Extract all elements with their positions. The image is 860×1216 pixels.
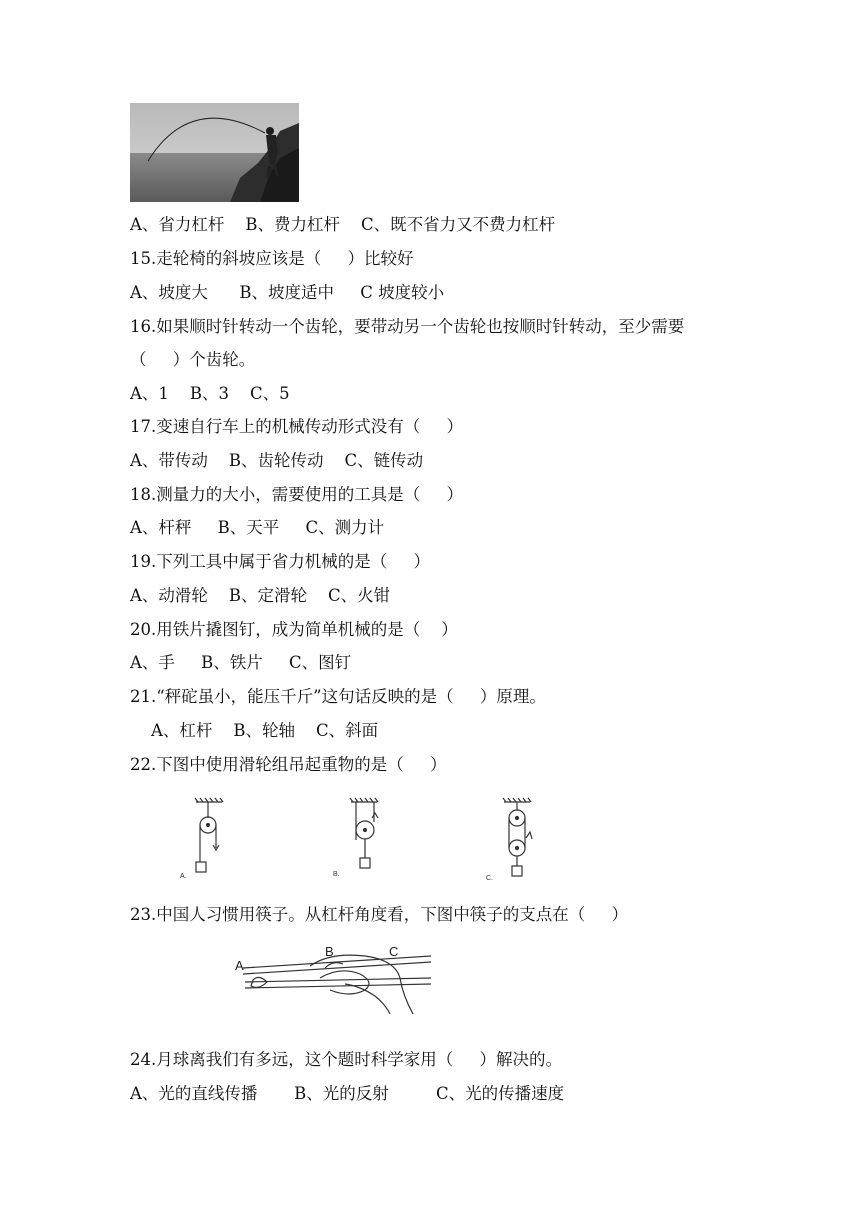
q18-question: 18.测量力的大小，需要使用的工具是（ ） bbox=[130, 485, 463, 504]
q23-question: 23.中国人习惯用筷子。从杠杆角度看，下图中筷子的支点在（ ） bbox=[130, 905, 628, 924]
q22-question: 22.下图中使用滑轮组吊起重物的是（ ） bbox=[130, 755, 447, 774]
q24-question: 24.月球离我们有多远，这个题时科学家用（ ）解决的。 bbox=[130, 1050, 562, 1069]
q18-options: A、杆秤 B、天平 C、测力计 bbox=[130, 518, 385, 537]
q15-question: 15.走轮椅的斜坡应该是（ ）比较好 bbox=[130, 249, 414, 268]
q16-question-line1: 16.如果顺时针转动一个齿轮，要带动另一个齿轮也按顺时针转动，至少需要 bbox=[130, 317, 685, 336]
q19-question: 19.下列工具中属于省力机械的是（ ） bbox=[130, 552, 430, 571]
pulley-label-c: C. bbox=[486, 875, 493, 882]
q17-options: A、带传动 B、齿轮传动 C、链传动 bbox=[130, 451, 424, 470]
q17-question: 17.变速自行车上的机械传动形式没有（ ） bbox=[130, 417, 463, 436]
q21-question: 21.“秤砣虽小，能压千斤”这句话反映的是（ ）原理。 bbox=[130, 687, 546, 706]
q14-options: A、省力杠杆 B、费力杠杆 C、既不省力又不费力杠杆 bbox=[130, 215, 556, 234]
pulley-figures bbox=[170, 792, 550, 884]
q19-options: A、动滑轮 B、定滑轮 C、火钳 bbox=[130, 586, 391, 605]
q20-options: A、手 B、铁片 C、图钉 bbox=[130, 653, 352, 672]
chopsticks-label-c: C bbox=[389, 944, 399, 959]
pulley-label-a: A. bbox=[180, 873, 187, 880]
q24-options: A、光的直线传播 B、光的反射 C、光的传播速度 bbox=[130, 1084, 565, 1103]
q15-options: A、坡度大 B、坡度适中 C 坡度较小 bbox=[130, 283, 445, 302]
q16-options: A、1 B、3 C、5 bbox=[130, 384, 290, 403]
chopsticks-label-b: B bbox=[325, 944, 334, 959]
pulley-label-b: B. bbox=[333, 871, 340, 878]
q20-question: 20.用铁片撬图钉，成为简单机械的是（ ） bbox=[130, 620, 458, 639]
fishing-photo bbox=[130, 103, 299, 202]
q16-question-line2: （ ）个齿轮。 bbox=[130, 350, 256, 369]
q21-options: A、杠杆 B、轮轴 C、斜面 bbox=[130, 721, 379, 740]
chopsticks-label-a: A bbox=[235, 958, 244, 973]
chopsticks-figure bbox=[225, 938, 435, 1014]
